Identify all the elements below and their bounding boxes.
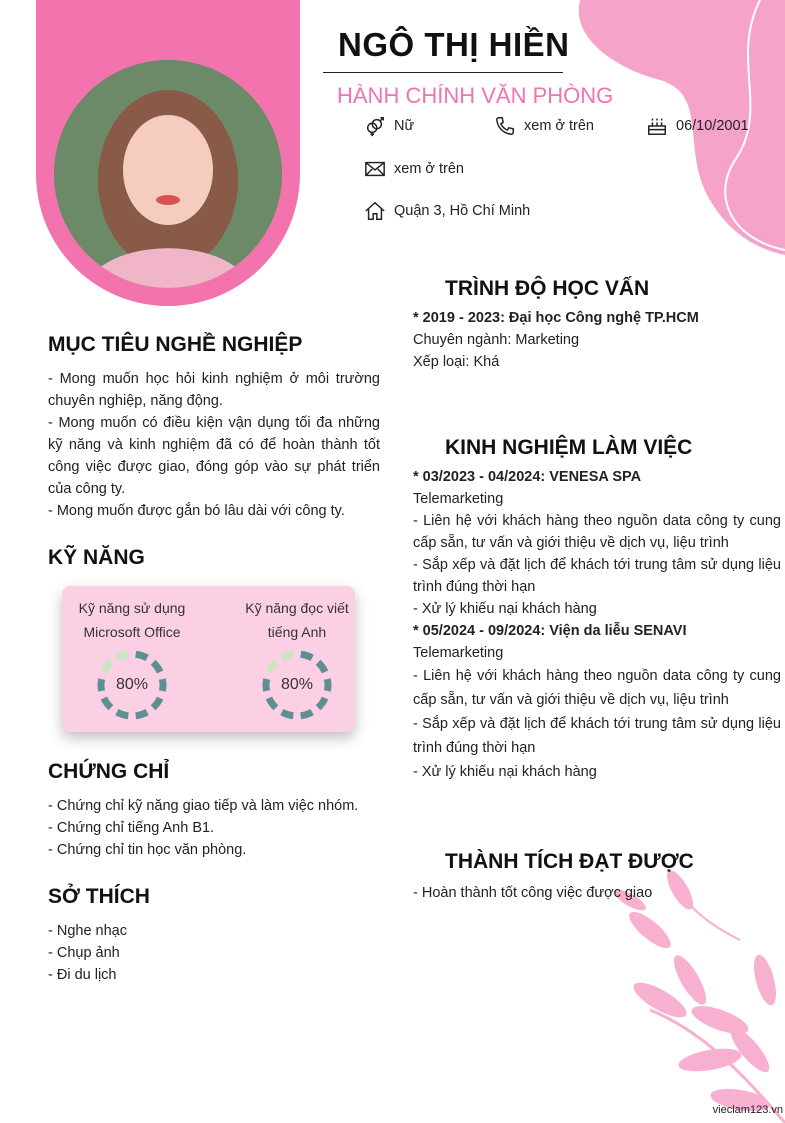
job-heading: * 05/2024 - 09/2024: Viện da liễu SENAVI: [413, 623, 687, 639]
hobbies-list: [48, 920, 380, 986]
skill-label: Kỹ năng sử dụng Microsoft Office: [78, 600, 186, 640]
ring-segment: [153, 662, 160, 672]
ring-segment: [117, 712, 128, 716]
skill-label: Kỹ năng đọc viết tiếng Anh: [245, 600, 349, 640]
education-block: [413, 307, 781, 373]
ring-segment: [153, 698, 160, 708]
education-heading: * 2019 - 2023: Đại học Công nghệ TP.HCM: [413, 310, 699, 326]
certificates-list: [48, 795, 380, 861]
hobbies-title: SỞ THÍCH: [48, 885, 150, 908]
objective-title: MỤC TIÊU NGHỀ NGHIỆP: [48, 333, 303, 356]
ring-segment: [282, 712, 293, 716]
ring-segment: [136, 654, 147, 658]
phone-value: xem ở trên: [524, 118, 594, 134]
ring-segment: [301, 654, 312, 658]
objective-line: - Mong muốn học hỏi kinh nghiệm ở môi trường chuyên nghiệp, năng động.: [48, 371, 380, 409]
envelope-icon: [364, 158, 386, 180]
ring-segment: [318, 698, 325, 708]
certificate-item: - Chứng chỉ kỹ năng giao tiếp và làm việc nhóm.: [48, 798, 359, 814]
ring-segment: [136, 712, 147, 716]
job-task: - Sắp xếp và đặt lịch để khách tới trung tâm sử dụng liệu trình đúng thời hạn: [413, 557, 781, 595]
education-major: Chuyên ngành: Marketing: [413, 332, 580, 348]
ring-segment: [269, 698, 276, 708]
phone-icon: [494, 115, 516, 137]
gender-icon: [364, 115, 386, 137]
birthday-value: 06/10/2001: [676, 118, 749, 134]
ring-segment: [117, 654, 128, 658]
profile-photo: [54, 60, 282, 288]
birthday-cake-icon: [646, 115, 668, 137]
skills-card: [62, 586, 355, 732]
home-icon: [364, 200, 386, 222]
hobby-item: - Nghe nhạc: [48, 923, 127, 939]
hobby-item: - Đi du lịch: [48, 967, 117, 983]
gender-value: Nữ: [394, 118, 415, 134]
ring-segment: [104, 698, 111, 708]
email-info: [364, 158, 464, 180]
objective-line: - Mong muốn được gắn bó lâu dài với công ty.: [48, 503, 345, 519]
experience-title: KINH NGHIỆM LÀM VIỆC: [445, 436, 693, 459]
job-task: - Xử lý khiếu nại khách hàng: [413, 601, 597, 617]
job-role: Telemarketing: [413, 645, 504, 661]
objective-line: - Mong muốn có điều kiện vận dụng tối đa những kỹ năng và kinh nghiệm đã có để hoàn thành tốt công việc được giao, đóng góp vào sự phát triển của công ty.: [48, 415, 380, 497]
address-info: [364, 200, 530, 222]
birthday-info: [646, 115, 749, 137]
achievements-title: THÀNH TÍCH ĐẠT ĐƯỢC: [445, 850, 694, 873]
ring-segment: [318, 662, 325, 672]
address-value: Quận 3, Hồ Chí Minh: [394, 203, 531, 219]
name-divider: [323, 72, 563, 73]
job-heading: * 03/2023 - 04/2024: VENESA SPA: [413, 469, 642, 485]
brand-watermark: vieclam123.vn: [712, 1104, 783, 1116]
job-task: - Liên hệ với khách hàng theo nguồn data công ty cung cấp sẵn, tư vấn và giới thiệu về dịch vụ, liệu trình: [413, 513, 781, 551]
ring-segment: [104, 662, 111, 672]
job-role: Telemarketing: [413, 491, 504, 507]
education-title: TRÌNH ĐỘ HỌC VẤN: [445, 277, 650, 300]
education-grade: Xếp loại: Khá: [413, 354, 500, 370]
certificate-item: - Chứng chỉ tin học văn phòng.: [48, 842, 247, 858]
certificate-item: - Chứng chỉ tiếng Anh B1.: [48, 820, 215, 836]
job-task: - Sắp xếp và đặt lịch để khách tới trung tâm sử dụng liệu trình đúng thời hạn: [413, 716, 781, 756]
hobby-item: - Chụp ảnh: [48, 945, 120, 961]
experience-block: [413, 466, 781, 784]
skill-percent: 80%: [115, 676, 149, 693]
skills-title: KỸ NĂNG: [48, 546, 145, 569]
phone-info: [494, 115, 594, 137]
objective-text: [48, 368, 380, 522]
email-value: xem ở trên: [394, 161, 464, 177]
gender-info: [364, 115, 414, 137]
ring-segment: [269, 662, 276, 672]
job-task: - Liên hệ với khách hàng theo nguồn data công ty cung cấp sẵn, tư vấn và giới thiệu về dịch vụ, liệu trình: [413, 668, 781, 708]
ring-segment: [301, 712, 312, 716]
job-task: - Xử lý khiếu nại khách hàng: [413, 764, 597, 780]
skill-percent: 80%: [280, 676, 314, 693]
candidate-name: NGÔ THỊ HIỀN: [338, 26, 570, 63]
candidate-position: HÀNH CHÍNH VĂN PHÒNG: [337, 83, 614, 108]
certificates-title: CHỨNG CHỈ: [48, 760, 170, 783]
ring-segment: [282, 654, 293, 658]
achievement-item: - Hoàn thành tốt công việc được giao: [413, 885, 653, 901]
